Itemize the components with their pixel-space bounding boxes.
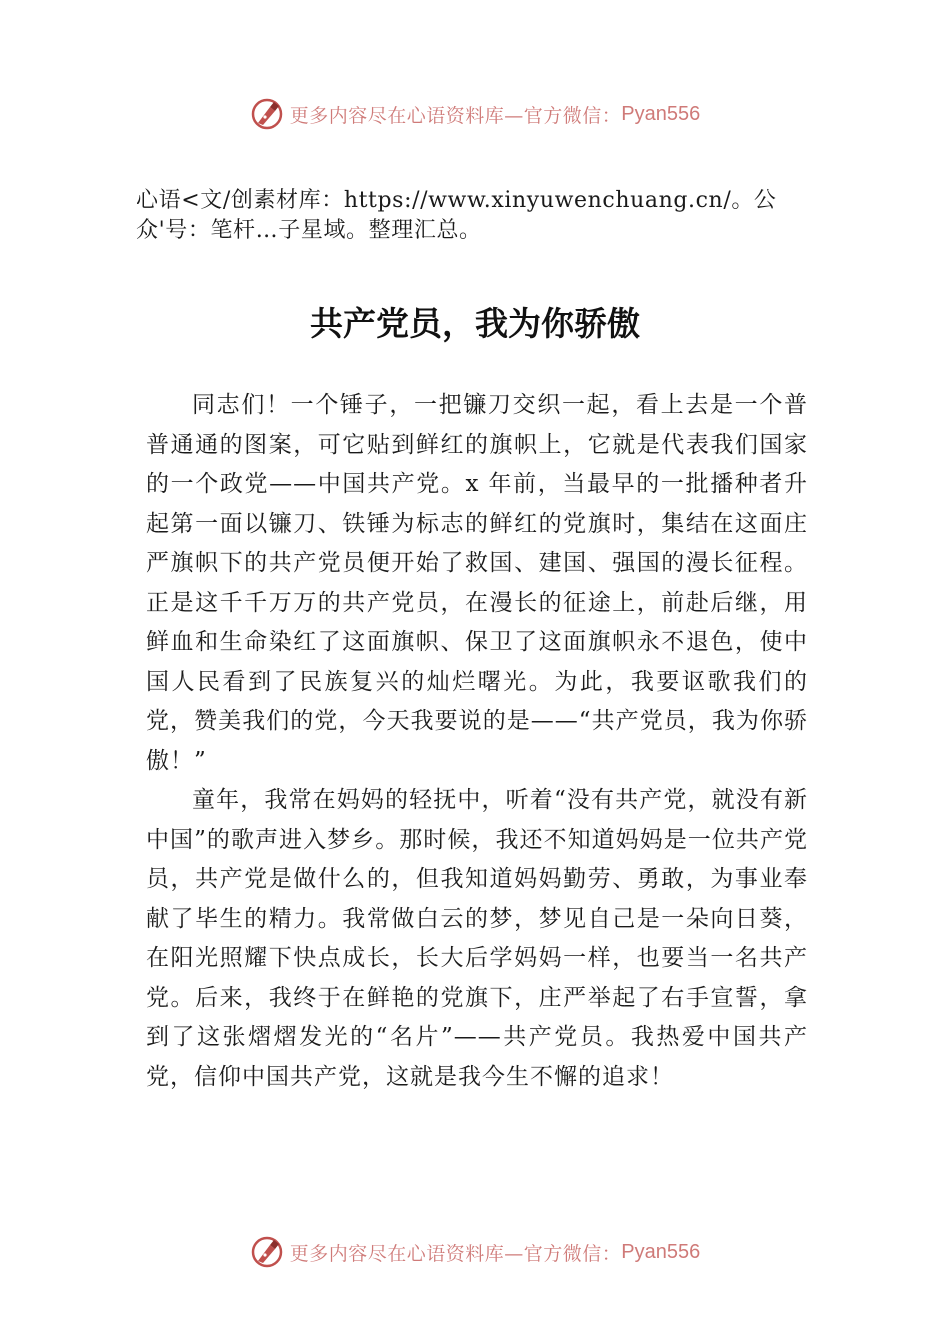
footer-banner-wechat-id: Pyan556 xyxy=(621,1240,701,1263)
footer-banner xyxy=(0,1232,950,1272)
header-banner-wechat-id: Pyan556 xyxy=(621,102,701,125)
pen-nib-logo-icon xyxy=(250,97,284,131)
source-note: 心语<文/创素材库：https://www.xinyuwenchuang.cn/。公众'号：笔杆…子星域。整理汇总。 xyxy=(136,188,777,243)
page-title: 共产党员，我为你骄傲 xyxy=(310,304,640,343)
document-body xyxy=(146,386,808,1097)
header-banner xyxy=(0,94,950,134)
body-paragraph: 同志们！一个锤子，一把镰刀交织一起，看上去是一个普普通通的图案，可它贴到鲜红的旗帜上，它就是代表我们国家的一个政党——中国共产党。x 年前，当最早的一批播种者升起第一面以镰刀、铁锤为标志的鲜红的党旗时，集结在这面庄严旗帜下的共产党员便开始了救国、建国、强国的漫长征程。正是这千千万万的共产党员，在漫长的征途上，前赴后继，用鲜血和生命染红了这面旗帜、保卫了这面旗帜永不退色，使中国人民看到了民族复兴的灿烂曙光。为此，我要讴歌我们的党，赞美我们的党，今天我要说的是——“共产党员，我为你骄傲！” xyxy=(146,392,808,774)
pen-nib-logo-icon xyxy=(250,1235,284,1269)
body-paragraph: 童年，我常在妈妈的轻抚中，听着“没有共产党，就没有新中国”的歌声进入梦乡。那时候，我还不知道妈妈是一位共产党员，共产党是做什么的，但我知道妈妈勤劳、勇敢，为事业奉献了毕生的精力。我常做白云的梦，梦见自己是一朵向日葵，在阳光照耀下快点成长，长大后学妈妈一样，也要当一名共产党。后来，我终于在鲜艳的党旗下，庄严举起了右手宣誓，拿到了这张熠熠发光的“名片”——共产党员。我热爱中国共产党，信仰中国共产党，这就是我今生不懈的追求！ xyxy=(146,787,808,1090)
header-banner-text: 更多内容尽在心语资料库—官方微信： xyxy=(289,104,622,127)
footer-banner-text: 更多内容尽在心语资料库—官方微信： xyxy=(289,1242,622,1265)
